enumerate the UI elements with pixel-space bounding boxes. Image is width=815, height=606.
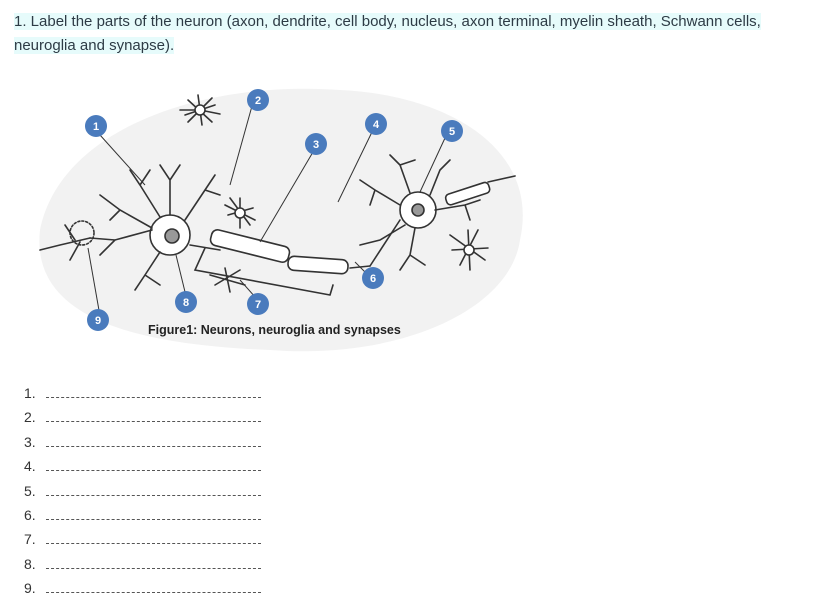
marker-2-label: 2: [254, 95, 262, 107]
answer-number: 4.: [24, 458, 36, 475]
marker-1: [85, 115, 107, 137]
answer-number: 7.: [24, 531, 36, 548]
answer-number: 5.: [24, 482, 36, 499]
marker-4: [365, 113, 387, 135]
answer-blank[interactable]: [46, 481, 261, 496]
question-prompt: 1. Label the parts of the neuron (axon, dendrite, cell body, nucleus, axon terminal, myelin sheath, Schwann cells, neuroglia and synapse).: [14, 13, 761, 54]
answer-blank[interactable]: [46, 529, 261, 544]
answer-list: [24, 383, 261, 603]
answer-blank[interactable]: [46, 407, 261, 422]
answer-row: [24, 481, 261, 505]
marker-6: [362, 267, 384, 289]
answer-number: 6.: [24, 506, 36, 523]
answer-blank[interactable]: [46, 383, 261, 398]
marker-3-label: 3: [312, 139, 320, 151]
answer-row: [24, 505, 261, 529]
marker-5: [441, 120, 463, 142]
marker-5-label: 5: [448, 126, 456, 138]
answer-row: [24, 432, 261, 456]
answer-blank[interactable]: [46, 432, 261, 447]
answer-number: 9.: [24, 580, 36, 597]
answer-blank[interactable]: [46, 578, 261, 593]
answer-number: 3.: [24, 433, 36, 450]
answer-row: [24, 578, 261, 602]
neuron-figure: [20, 70, 560, 360]
marker-3: [305, 133, 327, 155]
answer-row: [24, 456, 261, 480]
marker-8-label: 8: [182, 297, 190, 309]
answer-blank[interactable]: [46, 456, 261, 471]
neuron-diagram: [20, 70, 560, 360]
marker-7-label: 7: [254, 299, 262, 311]
marker-8: [175, 291, 197, 313]
answer-row: [24, 529, 261, 553]
marker-9-label: 9: [94, 315, 102, 327]
answer-row: [24, 407, 261, 431]
answer-number: 1.: [24, 385, 36, 401]
answer-number: 8.: [24, 555, 36, 572]
marker-7: [247, 293, 269, 315]
question-text: [14, 10, 804, 58]
marker-1-label: 1: [92, 121, 100, 133]
answer-blank[interactable]: [46, 554, 261, 569]
answer-number: 2.: [24, 409, 36, 426]
nucleus-left: [165, 229, 179, 243]
answer-row: [24, 554, 261, 578]
answer-blank[interactable]: [46, 505, 261, 520]
marker-4-label: 4: [372, 119, 380, 131]
marker-6-label: 6: [369, 273, 377, 285]
marker-2: [247, 89, 269, 111]
figure-caption: Figure1: Neurons, neuroglia and synapses: [148, 323, 401, 337]
answer-row: [24, 383, 261, 407]
marker-9: [87, 309, 109, 331]
